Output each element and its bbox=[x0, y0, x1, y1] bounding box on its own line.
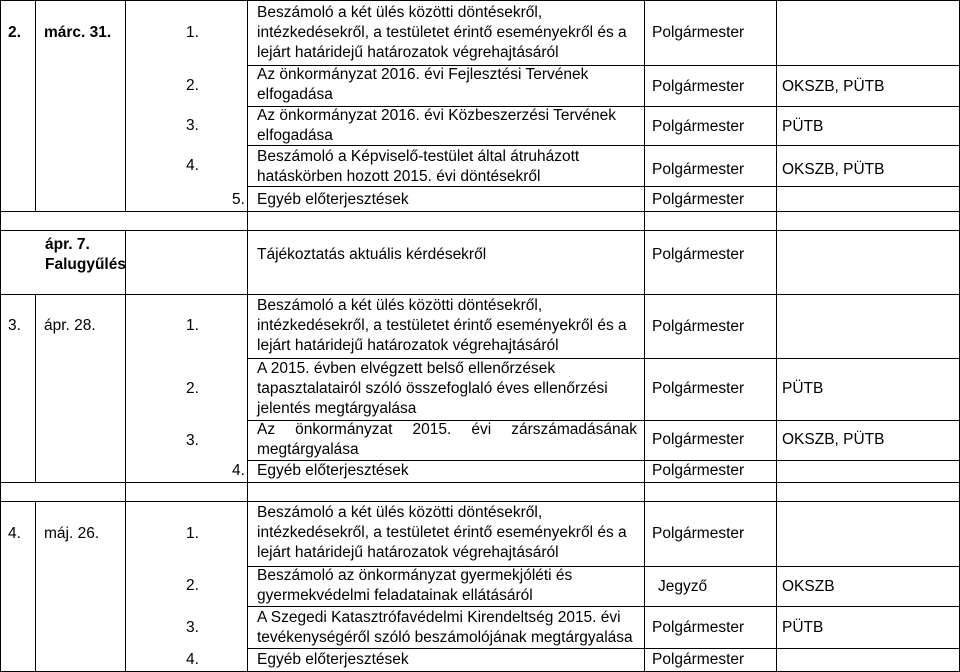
rule bbox=[247, 186, 960, 187]
presenter: Polgármester bbox=[652, 246, 745, 263]
rule bbox=[0, 482, 960, 483]
rule bbox=[0, 294, 960, 295]
item-number: 1. bbox=[186, 525, 199, 542]
session-number: 4. bbox=[8, 525, 21, 542]
item-title-line: lejárt határidejű határozatok végrehajtásáról bbox=[257, 44, 559, 61]
item-number: 3. bbox=[186, 117, 199, 134]
session-date: márc. 31. bbox=[44, 24, 112, 41]
item-number: 2. bbox=[186, 577, 199, 594]
presenter: Polgármester bbox=[652, 78, 745, 95]
rule bbox=[0, 230, 960, 231]
item-title-line: Beszámoló a két ülés közötti döntésekről, bbox=[257, 297, 543, 314]
item-title-line: Az önkormányzat 2015. évi zárszámadásának bbox=[257, 421, 637, 438]
item-title-line: Egyéb előterjesztések bbox=[257, 462, 409, 479]
presenter: Polgármester bbox=[652, 619, 745, 636]
item-title-line: tevékenységéről szóló beszámolójának megtárgyalása bbox=[257, 629, 633, 646]
presenter: Polgármester bbox=[652, 191, 745, 208]
item-number: 1. bbox=[186, 24, 199, 41]
item-title-line: intézkedésekről, a testületet érintő eseményekről és a bbox=[257, 524, 627, 541]
rule bbox=[247, 460, 960, 461]
committee: OKSZB, PÜTB bbox=[782, 161, 885, 178]
rule bbox=[247, 358, 960, 359]
rule bbox=[776, 0, 777, 672]
rule bbox=[247, 606, 960, 607]
meeting-topic: Tájékoztatás aktuális kérdésekről bbox=[257, 246, 487, 263]
committee: OKSZB bbox=[782, 578, 835, 595]
item-title-line: lejárt határidejű határozatok végrehajtásáról bbox=[257, 337, 559, 354]
committee: OKSZB, PÜTB bbox=[782, 431, 885, 448]
item-number: 1. bbox=[186, 317, 199, 334]
session-number: 2. bbox=[8, 24, 21, 41]
item-number: 3. bbox=[186, 619, 199, 636]
session-number: 3. bbox=[8, 317, 21, 334]
item-title-line: Beszámoló a két ülés közötti döntésekről, bbox=[257, 4, 543, 21]
rule bbox=[125, 0, 126, 211]
item-title-line: lejárt határidejű határozatok végrehajtásáról bbox=[257, 544, 559, 561]
rule bbox=[247, 145, 960, 146]
rule bbox=[125, 230, 126, 672]
item-title-line: intézkedésekről, a testületet érintő eseményekről és a bbox=[257, 24, 627, 41]
rule bbox=[247, 0, 248, 672]
item-number: 4. bbox=[232, 462, 245, 479]
item-title-line: Az önkormányzat 2016. évi Közbeszerzési Tervének bbox=[257, 107, 616, 124]
item-number: 2. bbox=[186, 380, 199, 397]
rule bbox=[35, 0, 36, 211]
item-title-line: Egyéb előterjesztések bbox=[257, 191, 409, 208]
session-date: máj. 26. bbox=[44, 525, 100, 542]
presenter: Polgármester bbox=[652, 24, 745, 41]
committee: PÜTB bbox=[782, 619, 824, 636]
item-title-line: Beszámoló az önkormányzat gyermekjóléti és bbox=[257, 567, 573, 584]
committee: PÜTB bbox=[782, 118, 824, 135]
meeting-type: Falugyűlés bbox=[45, 256, 126, 273]
committee: PÜTB bbox=[782, 380, 824, 397]
item-title-line: Beszámoló a két ülés közötti döntésekről, bbox=[257, 504, 543, 521]
rule bbox=[35, 501, 36, 672]
item-title-line: jelentés megtárgyalása bbox=[257, 400, 417, 417]
item-number: 4. bbox=[186, 157, 199, 174]
item-number: 5. bbox=[232, 191, 245, 208]
session-date: ápr. 28. bbox=[44, 317, 96, 334]
item-title-line: megtárgyalása bbox=[257, 441, 359, 458]
presenter: Polgármester bbox=[652, 161, 745, 178]
rule bbox=[0, 0, 960, 1]
item-title-line: intézkedésekről, a testületet érintő eseményekről és a bbox=[257, 317, 627, 334]
meeting-date: ápr. 7. bbox=[45, 236, 90, 253]
item-title-line: gyermekvédelmi feladatainak ellátásáról bbox=[257, 587, 533, 604]
item-title-line: A Szegedi Katasztrófavédelmi Kirendeltség 2015. évi bbox=[257, 609, 621, 626]
presenter: Jegyző bbox=[658, 578, 708, 595]
item-title-line: A 2015. évben elvégzett belső ellenőrzések bbox=[257, 360, 556, 377]
item-title-line: Beszámoló a Képviselő-testület által átruházott bbox=[257, 148, 580, 165]
presenter: Polgármester bbox=[652, 651, 745, 668]
rule bbox=[644, 0, 645, 672]
presenter: Polgármester bbox=[652, 462, 745, 479]
presenter: Polgármester bbox=[652, 318, 745, 335]
rule bbox=[0, 501, 960, 502]
rule bbox=[0, 0, 1, 672]
item-title-line: Az önkormányzat 2016. évi Fejlesztési Tervének bbox=[257, 66, 589, 83]
presenter: Polgármester bbox=[652, 118, 745, 135]
item-number: 3. bbox=[186, 432, 199, 449]
rule bbox=[0, 211, 960, 212]
presenter: Polgármester bbox=[652, 525, 745, 542]
item-title-line: elfogadása bbox=[257, 86, 333, 103]
item-number: 2. bbox=[186, 77, 199, 94]
item-number: 4. bbox=[186, 651, 199, 668]
presenter: Polgármester bbox=[652, 380, 745, 397]
item-title-line: hatáskörben hozott 2015. évi döntésekről bbox=[257, 168, 541, 185]
item-title-line: tapasztalatairól szóló összefoglaló éves ellenőrzési bbox=[257, 380, 608, 397]
item-title-line: Egyéb előterjesztések bbox=[257, 651, 409, 668]
presenter: Polgármester bbox=[652, 431, 745, 448]
committee: OKSZB, PÜTB bbox=[782, 78, 885, 95]
rule bbox=[35, 294, 36, 482]
rule bbox=[247, 648, 960, 649]
item-title-line: elfogadása bbox=[257, 127, 333, 144]
